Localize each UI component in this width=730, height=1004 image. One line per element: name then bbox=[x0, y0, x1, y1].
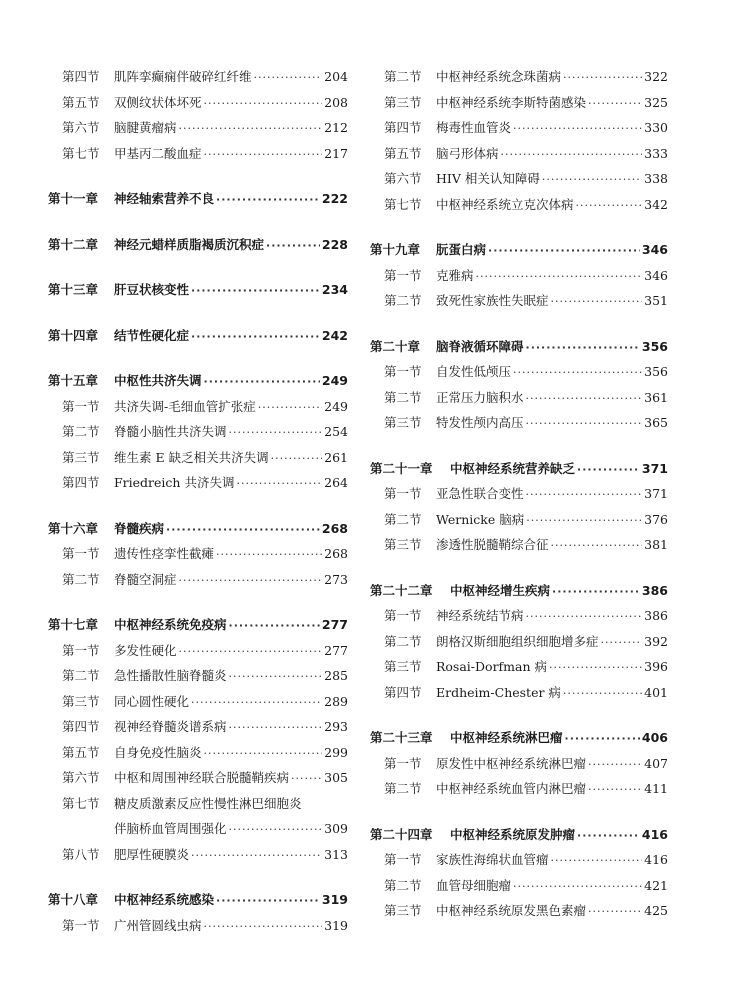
toc-section-entry[interactable] bbox=[370, 898, 668, 924]
leader-dots bbox=[526, 604, 643, 630]
chapter-title: 中枢性共济失调 bbox=[114, 373, 202, 388]
chapter-title: 中枢神经系统淋巴瘤 bbox=[450, 730, 563, 745]
chapter-number: 第十六章 bbox=[48, 520, 99, 536]
page-number: 277 bbox=[321, 617, 348, 632]
page-number: 346 bbox=[641, 242, 668, 257]
toc-section-entry[interactable] bbox=[370, 90, 668, 116]
chapter-title: 脊髓疾病 bbox=[114, 520, 165, 536]
toc-section-entry[interactable] bbox=[370, 654, 668, 680]
section-title: 中枢神经系统原发黑色素瘤 bbox=[436, 903, 587, 918]
leader-dots bbox=[549, 655, 642, 681]
section-number: 第二节 bbox=[384, 69, 422, 84]
toc-right-column bbox=[370, 64, 668, 924]
leader-dots bbox=[601, 630, 643, 656]
page-number: 371 bbox=[644, 486, 668, 501]
chapter-number: 第二十二章 bbox=[370, 582, 433, 598]
page-number: 228 bbox=[321, 236, 348, 252]
page-number: 407 bbox=[644, 755, 668, 771]
chapter-number: 第十二章 bbox=[48, 236, 99, 252]
chapter-number: 第十九章 bbox=[370, 242, 421, 257]
page-number: 406 bbox=[641, 730, 668, 745]
section-number: 第四节 bbox=[62, 719, 100, 734]
toc-chapter-entry[interactable] bbox=[370, 725, 668, 751]
toc-section-entry[interactable] bbox=[370, 629, 668, 655]
leader-dots bbox=[229, 817, 323, 843]
section-number: 第四节 bbox=[62, 69, 100, 84]
toc-section-entry[interactable] bbox=[48, 740, 348, 766]
leader-dots bbox=[229, 613, 320, 639]
page-number: 411 bbox=[644, 781, 668, 796]
leader-dots bbox=[229, 664, 323, 690]
leader-dots bbox=[191, 690, 322, 716]
chapter-gap bbox=[370, 217, 668, 237]
leader-dots bbox=[216, 187, 320, 213]
section-number: 第三节 bbox=[384, 415, 422, 430]
toc-section-entry-continued[interactable] bbox=[48, 816, 348, 842]
page-number: 386 bbox=[641, 582, 668, 598]
leader-dots bbox=[588, 91, 642, 117]
section-number: 第二节 bbox=[384, 293, 422, 308]
toc-section-entry[interactable] bbox=[370, 263, 668, 289]
toc-chapter-entry[interactable] bbox=[370, 456, 668, 482]
section-title: 糖皮质激素反应性慢性淋巴细胞炎 bbox=[114, 795, 302, 811]
leader-dots bbox=[204, 741, 323, 767]
leader-dots bbox=[542, 167, 642, 193]
leader-dots bbox=[216, 542, 322, 568]
section-number: 第三节 bbox=[384, 537, 422, 552]
leader-dots bbox=[179, 568, 323, 594]
leader-dots bbox=[166, 517, 320, 543]
toc-section-entry[interactable] bbox=[370, 64, 668, 90]
page-number: 392 bbox=[644, 633, 668, 649]
section-title: 特发性颅内高压 bbox=[436, 415, 524, 430]
section-number: 第二节 bbox=[62, 424, 100, 439]
toc-chapter-entry[interactable] bbox=[48, 516, 348, 542]
page-number: 305 bbox=[324, 770, 348, 785]
page-number: 299 bbox=[324, 744, 348, 760]
section-title: 甲基丙二酸血症 bbox=[114, 145, 202, 161]
page-number: 356 bbox=[644, 364, 668, 379]
section-number: 第一节 bbox=[62, 398, 100, 414]
leader-dots bbox=[191, 843, 322, 869]
section-number: 第八节 bbox=[62, 846, 100, 862]
leader-dots bbox=[179, 639, 323, 665]
toc-section-entry[interactable] bbox=[48, 115, 348, 141]
toc-section-entry[interactable] bbox=[370, 507, 668, 533]
chapter-gap bbox=[48, 303, 348, 323]
section-number: 第一节 bbox=[384, 364, 422, 379]
section-number: 第一节 bbox=[62, 917, 100, 933]
page-number: 421 bbox=[644, 877, 668, 893]
section-number: 第一节 bbox=[384, 852, 422, 867]
page-number: 249 bbox=[324, 398, 348, 414]
toc-section-entry[interactable] bbox=[370, 359, 668, 385]
page-number: 416 bbox=[644, 852, 668, 867]
section-number: 第二节 bbox=[384, 781, 422, 796]
toc-chapter-entry[interactable] bbox=[48, 232, 348, 258]
leader-dots bbox=[271, 446, 323, 472]
section-number: 第一节 bbox=[384, 486, 422, 501]
leader-dots bbox=[576, 193, 643, 219]
section-number: 第二节 bbox=[62, 668, 100, 683]
section-title: 中枢神经系统立克次体病 bbox=[436, 196, 574, 212]
section-title: 中枢和周围神经联合脱髓鞘疾病 bbox=[114, 770, 290, 785]
toc-section-entry[interactable] bbox=[48, 541, 348, 567]
chapter-number: 第十四章 bbox=[48, 327, 99, 343]
leader-dots bbox=[229, 420, 323, 446]
section-title: 神经系统结节病 bbox=[436, 608, 524, 623]
leader-dots bbox=[236, 471, 322, 497]
page-number: 222 bbox=[321, 191, 348, 206]
leader-dots bbox=[254, 65, 323, 91]
toc-section-entry[interactable] bbox=[48, 791, 348, 817]
section-number: 第七节 bbox=[62, 145, 100, 161]
page-number: 277 bbox=[324, 642, 348, 658]
page-number: 330 bbox=[644, 120, 668, 135]
section-number: 第三节 bbox=[384, 94, 422, 110]
toc-section-entry[interactable] bbox=[48, 445, 348, 471]
section-title: HIV 相关认知障碍 bbox=[436, 171, 540, 186]
page-number: 361 bbox=[644, 389, 668, 405]
page-number: 386 bbox=[644, 608, 668, 623]
leader-dots bbox=[513, 874, 642, 900]
toc-section-entry[interactable] bbox=[48, 765, 348, 791]
page-number: 333 bbox=[644, 145, 668, 161]
leader-dots bbox=[577, 823, 640, 849]
section-title: Erdheim-Chester 病 bbox=[436, 684, 561, 700]
page-number: 376 bbox=[644, 511, 668, 527]
section-title: 中枢神经系统念珠菌病 bbox=[436, 69, 562, 84]
section-number: 第五节 bbox=[62, 744, 100, 760]
page-number: 356 bbox=[641, 338, 668, 354]
leader-dots bbox=[551, 289, 643, 315]
chapter-title: 神经元蜡样质脂褐质沉积症 bbox=[114, 236, 265, 252]
chapter-title: 中枢神经系统感染 bbox=[114, 892, 215, 907]
chapter-title: 中枢神经系统免疫病 bbox=[114, 617, 227, 632]
toc-section-entry[interactable] bbox=[370, 288, 668, 314]
page-number: 212 bbox=[324, 120, 348, 135]
leader-dots bbox=[588, 899, 642, 925]
section-title: Wernicke 脑病 bbox=[436, 511, 525, 527]
section-title: 中枢神经系统李斯特菌感染 bbox=[436, 94, 587, 110]
section-number: 第一节 bbox=[62, 642, 100, 658]
chapter-title: 中枢神经增生疾病 bbox=[450, 582, 551, 598]
leader-dots bbox=[588, 777, 642, 803]
chapter-number: 第二十章 bbox=[370, 338, 421, 354]
leader-dots bbox=[501, 142, 643, 168]
section-title: 朗格汉斯细胞组织细胞增多症 bbox=[436, 633, 599, 649]
section-number: 第五节 bbox=[62, 94, 100, 110]
toc-section-entry[interactable] bbox=[370, 603, 668, 629]
page-number: 289 bbox=[324, 693, 348, 709]
leader-dots bbox=[291, 766, 322, 792]
toc-section-entry[interactable] bbox=[48, 419, 348, 445]
section-title: 自身免疫性脑炎 bbox=[114, 744, 202, 760]
chapter-gap bbox=[48, 496, 348, 516]
toc-section-entry[interactable] bbox=[370, 115, 668, 141]
chapter-number: 第十八章 bbox=[48, 892, 99, 907]
toc-section-entry[interactable] bbox=[370, 192, 668, 218]
section-number: 第五节 bbox=[384, 145, 422, 161]
toc-section-entry[interactable] bbox=[370, 873, 668, 899]
section-number: 第三节 bbox=[62, 449, 100, 465]
toc-chapter-entry[interactable] bbox=[48, 368, 348, 394]
toc-section-entry[interactable] bbox=[370, 141, 668, 167]
section-number: 第二节 bbox=[62, 571, 100, 587]
page-number: 273 bbox=[324, 571, 348, 587]
leader-dots bbox=[488, 238, 640, 264]
toc-chapter-entry[interactable] bbox=[48, 323, 348, 349]
page-number: 313 bbox=[324, 846, 348, 862]
toc-section-entry[interactable] bbox=[370, 680, 668, 706]
toc-section-entry[interactable] bbox=[48, 689, 348, 715]
page-number: 342 bbox=[644, 196, 668, 212]
toc-section-entry[interactable] bbox=[48, 470, 348, 496]
chapter-gap bbox=[370, 558, 668, 578]
page-number: 381 bbox=[644, 537, 668, 552]
page-number: 268 bbox=[321, 520, 348, 536]
chapter-gap bbox=[370, 436, 668, 456]
section-title: 多发性硬化 bbox=[114, 642, 177, 658]
chapter-gap bbox=[48, 867, 348, 887]
page-number: 285 bbox=[324, 668, 348, 683]
chapter-gap bbox=[48, 592, 348, 612]
chapter-title: 中枢神经系统营养缺乏 bbox=[450, 460, 576, 476]
section-title: 克雅病 bbox=[436, 267, 474, 283]
section-title: 梅毒性血管炎 bbox=[436, 120, 512, 135]
page-number: 293 bbox=[324, 719, 348, 734]
toc-chapter-entry[interactable] bbox=[48, 887, 348, 913]
leader-dots bbox=[563, 65, 642, 91]
section-number: 第七节 bbox=[62, 795, 100, 811]
toc-section-entry[interactable] bbox=[370, 481, 668, 507]
section-title: 广州管圆线虫病 bbox=[114, 917, 202, 933]
section-title: 急性播散性脑脊髓炎 bbox=[114, 668, 227, 683]
page-number: 401 bbox=[644, 684, 668, 700]
chapter-number: 第二十四章 bbox=[370, 826, 433, 842]
section-title: 同心圆性硬化 bbox=[114, 693, 190, 709]
leader-dots bbox=[588, 752, 642, 778]
page-number: 264 bbox=[324, 475, 348, 490]
leader-dots bbox=[204, 369, 320, 395]
leader-dots bbox=[191, 324, 320, 350]
page-number: 371 bbox=[641, 460, 668, 476]
section-number: 第三节 bbox=[62, 693, 100, 709]
leader-dots bbox=[204, 914, 323, 940]
page-number: 309 bbox=[324, 821, 348, 836]
leader-dots bbox=[476, 264, 643, 290]
section-title: 脑弓形体病 bbox=[436, 145, 499, 161]
chapter-gap bbox=[48, 166, 348, 186]
toc-section-entry[interactable] bbox=[370, 385, 668, 411]
leader-dots bbox=[204, 142, 323, 168]
leader-dots bbox=[577, 457, 640, 483]
section-number: 第六节 bbox=[62, 770, 100, 785]
page-number: 319 bbox=[321, 892, 348, 907]
chapter-title: 肝豆状核变性 bbox=[114, 282, 190, 297]
section-number: 第四节 bbox=[384, 120, 422, 135]
page-number: 396 bbox=[644, 659, 668, 674]
leader-dots bbox=[266, 233, 320, 259]
section-number: 第四节 bbox=[62, 475, 100, 490]
toc-section-entry[interactable] bbox=[48, 663, 348, 689]
page-number: 217 bbox=[324, 145, 348, 161]
toc-section-entry[interactable] bbox=[48, 842, 348, 868]
chapter-title: 结节性硬化症 bbox=[114, 327, 190, 343]
section-title: 血管母细胞瘤 bbox=[436, 877, 512, 893]
section-title: 正常压力脑积水 bbox=[436, 389, 524, 405]
section-number: 第一节 bbox=[62, 546, 100, 561]
leader-dots bbox=[526, 508, 642, 534]
section-number: 第三节 bbox=[384, 659, 422, 674]
section-number: 第一节 bbox=[384, 267, 422, 283]
page-number: 208 bbox=[324, 94, 348, 110]
leader-dots bbox=[204, 91, 323, 117]
page-number: 351 bbox=[644, 293, 668, 308]
section-title: 肥厚性硬膜炎 bbox=[114, 846, 190, 862]
toc-section-entry[interactable] bbox=[48, 64, 348, 90]
section-title: 肌阵挛癫痫伴破碎红纤维 bbox=[114, 69, 252, 84]
leader-dots bbox=[551, 848, 643, 874]
toc-section-entry[interactable] bbox=[370, 847, 668, 873]
page-number: 234 bbox=[321, 282, 348, 297]
toc-section-entry[interactable] bbox=[370, 532, 668, 558]
toc-section-entry[interactable] bbox=[48, 394, 348, 420]
toc-left-column bbox=[48, 64, 348, 938]
section-title: 脊髓小脑性共济失调 bbox=[114, 424, 227, 439]
leader-dots bbox=[191, 278, 320, 304]
chapter-number: 第十三章 bbox=[48, 282, 99, 297]
section-title: 中枢神经系统血管内淋巴瘤 bbox=[436, 781, 587, 796]
toc-section-entry[interactable] bbox=[370, 751, 668, 777]
section-number: 第二节 bbox=[384, 389, 422, 405]
chapter-number: 第二十三章 bbox=[370, 730, 433, 745]
page-number: 204 bbox=[324, 69, 348, 84]
section-number: 第一节 bbox=[384, 755, 422, 771]
page-number: 254 bbox=[324, 424, 348, 439]
chapter-gap bbox=[370, 705, 668, 725]
section-title: 渗透性脱髓鞘综合征 bbox=[436, 537, 549, 552]
section-number: 第六节 bbox=[384, 171, 422, 186]
toc-section-entry[interactable] bbox=[48, 90, 348, 116]
chapter-gap bbox=[48, 257, 348, 277]
page-number: 268 bbox=[324, 546, 348, 561]
chapter-title: 神经轴索营养不良 bbox=[114, 191, 215, 206]
leader-dots bbox=[526, 411, 643, 437]
section-title: 共济失调-毛细血管扩张症 bbox=[114, 398, 256, 414]
chapter-number: 第十一章 bbox=[48, 191, 99, 206]
toc-section-entry[interactable] bbox=[48, 141, 348, 167]
section-number: 第七节 bbox=[384, 196, 422, 212]
page-number: 319 bbox=[324, 917, 348, 933]
section-title: 原发性中枢神经系统淋巴瘤 bbox=[436, 755, 587, 771]
chapter-title: 朊蛋白病 bbox=[436, 242, 487, 257]
chapter-number: 第十七章 bbox=[48, 617, 99, 632]
section-title: 脊髓空洞症 bbox=[114, 571, 177, 587]
leader-dots bbox=[563, 681, 642, 707]
section-number: 第四节 bbox=[384, 684, 422, 700]
page-number: 416 bbox=[641, 826, 668, 842]
leader-dots bbox=[513, 360, 642, 386]
section-title: 自发性低颅压 bbox=[436, 364, 512, 379]
page-number: 346 bbox=[644, 267, 668, 283]
chapter-title: 中枢神经系统原发肿瘤 bbox=[450, 826, 576, 842]
chapter-gap bbox=[48, 348, 348, 368]
leader-dots bbox=[526, 335, 640, 361]
section-number: 第二节 bbox=[384, 633, 422, 649]
section-number: 第一节 bbox=[384, 608, 422, 623]
section-title: 遗传性痉挛性截瘫 bbox=[114, 546, 215, 561]
page-number: 425 bbox=[644, 903, 668, 918]
toc-chapter-entry[interactable] bbox=[370, 334, 668, 360]
toc-chapter-entry[interactable] bbox=[48, 186, 348, 212]
toc-section-entry[interactable] bbox=[370, 166, 668, 192]
section-title: Rosai-Dorfman 病 bbox=[436, 659, 548, 674]
leader-dots bbox=[229, 715, 323, 741]
section-title: 亚急性联合变性 bbox=[436, 486, 524, 501]
page-number: 249 bbox=[321, 373, 348, 388]
toc-chapter-entry[interactable] bbox=[370, 578, 668, 604]
page-number: 325 bbox=[644, 94, 668, 110]
section-title: 双侧纹状体坏死 bbox=[114, 94, 202, 110]
page-number: 338 bbox=[644, 171, 668, 186]
leader-dots bbox=[565, 726, 640, 752]
toc-chapter-entry[interactable] bbox=[48, 277, 348, 303]
chapter-gap bbox=[370, 802, 668, 822]
section-number: 第三节 bbox=[384, 903, 422, 918]
page-number: 261 bbox=[324, 449, 348, 465]
toc-chapter-entry[interactable] bbox=[370, 822, 668, 848]
toc-section-entry[interactable] bbox=[48, 567, 348, 593]
section-title: 致死性家族性失眠症 bbox=[436, 293, 549, 308]
leader-dots bbox=[179, 116, 323, 142]
section-title: Friedreich 共济失调 bbox=[114, 475, 235, 490]
page-number: 365 bbox=[644, 415, 668, 430]
toc-section-entry[interactable] bbox=[48, 638, 348, 664]
chapter-number: 第十五章 bbox=[48, 373, 99, 388]
section-number: 第二节 bbox=[384, 511, 422, 527]
leader-dots bbox=[258, 395, 322, 421]
chapter-gap bbox=[370, 314, 668, 334]
section-title: 维生素 E 缺乏相关共济失调 bbox=[114, 449, 269, 465]
leader-dots bbox=[551, 533, 643, 559]
section-title: 家族性海绵状血管瘤 bbox=[436, 852, 549, 867]
chapter-number: 第二十一章 bbox=[370, 460, 433, 476]
toc-section-entry[interactable] bbox=[370, 410, 668, 436]
section-title-continued: 伴脑桥血管周围强化 bbox=[114, 821, 227, 836]
toc-section-entry[interactable] bbox=[370, 776, 668, 802]
section-number: 第二节 bbox=[384, 877, 422, 893]
leader-dots bbox=[552, 579, 640, 605]
toc-section-entry[interactable] bbox=[48, 913, 348, 939]
page-number: 322 bbox=[644, 69, 668, 84]
section-number: 第六节 bbox=[62, 120, 100, 135]
chapter-gap bbox=[48, 212, 348, 232]
leader-dots bbox=[513, 116, 642, 142]
chapter-title: 脑脊液循环障碍 bbox=[436, 338, 524, 354]
toc-section-entry[interactable] bbox=[48, 714, 348, 740]
page-number: 242 bbox=[321, 327, 348, 343]
leader-dots bbox=[216, 888, 320, 914]
toc-chapter-entry[interactable] bbox=[370, 237, 668, 263]
section-title: 视神经脊髓炎谱系病 bbox=[114, 719, 227, 734]
toc-chapter-entry[interactable] bbox=[48, 612, 348, 638]
leader-dots bbox=[526, 386, 643, 412]
section-title: 脑腱黄瘤病 bbox=[114, 120, 177, 135]
leader-dots bbox=[526, 482, 643, 508]
